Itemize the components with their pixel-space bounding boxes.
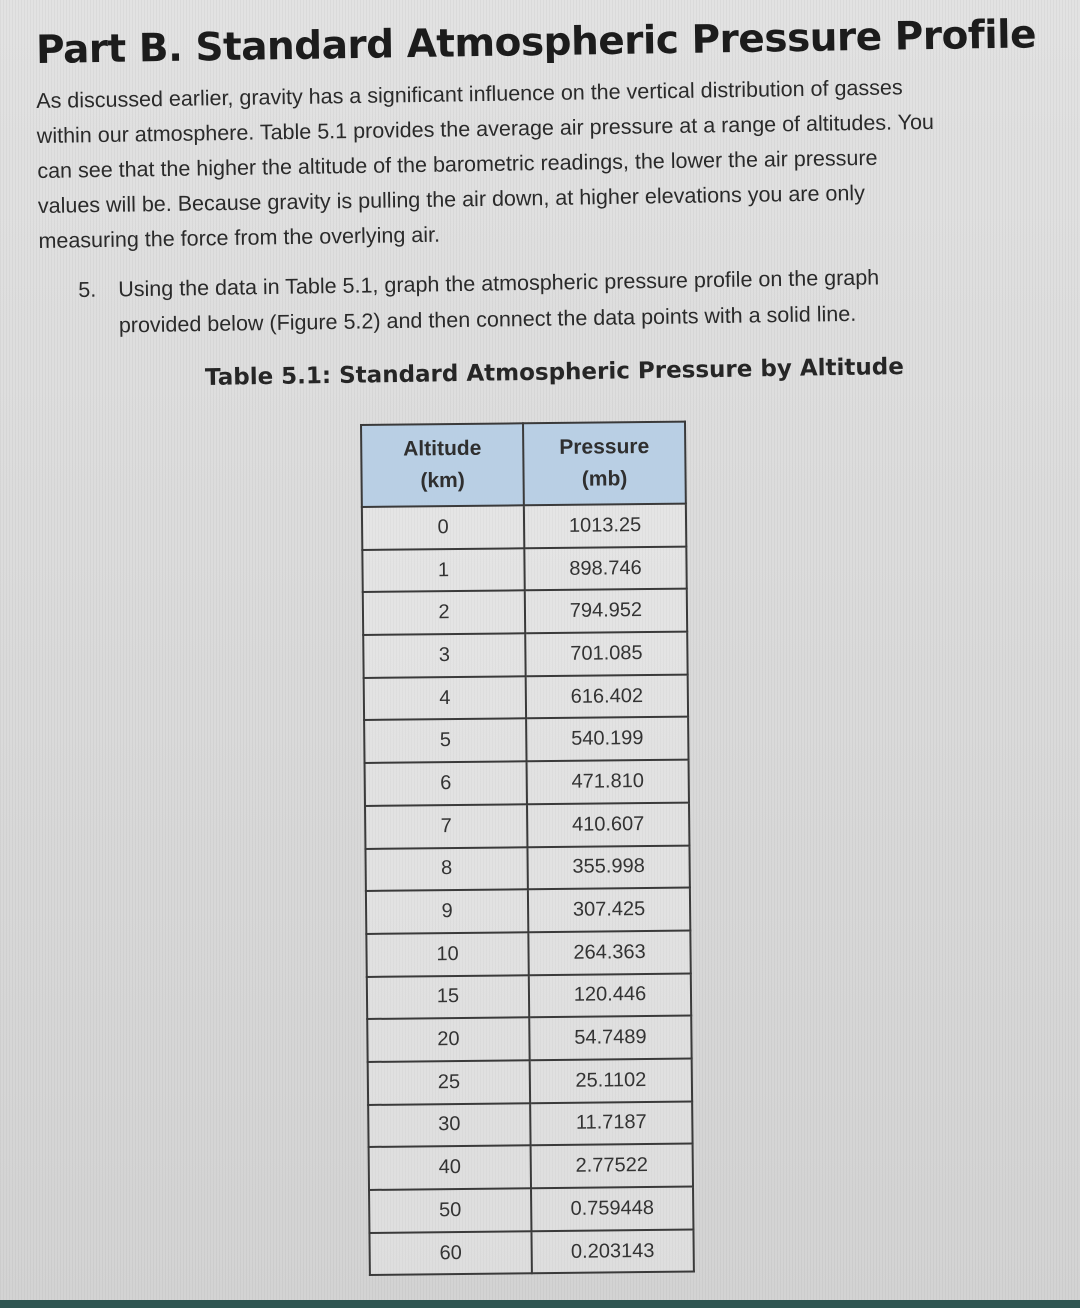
header-altitude bbox=[361, 423, 524, 507]
monitor-bezel bbox=[0, 1300, 1080, 1308]
altitude-cell: 4 bbox=[364, 676, 526, 720]
altitude-cell: 25 bbox=[368, 1060, 530, 1104]
intro-line: As discussed earlier, gravity has a significant influence on the vertical distribution of gasses bbox=[36, 75, 903, 113]
table-row bbox=[368, 1101, 692, 1147]
intro-line: values will be. Because gravity is pulling the air down, at higher elevations you are only bbox=[37, 180, 866, 218]
altitude-cell: 8 bbox=[365, 847, 527, 891]
pressure-table-container bbox=[360, 420, 705, 1276]
altitude-cell: 3 bbox=[363, 633, 525, 677]
table-row bbox=[366, 888, 690, 934]
altitude-cell: 10 bbox=[366, 932, 528, 976]
altitude-cell: 50 bbox=[369, 1188, 531, 1232]
intro-line: measuring the force from the overlying air. bbox=[38, 222, 441, 253]
intro-paragraph bbox=[36, 68, 1039, 259]
altitude-cell: 15 bbox=[367, 975, 529, 1019]
pressure-cell: 1013.25 bbox=[524, 504, 686, 548]
header-pressure bbox=[523, 422, 686, 506]
table-row bbox=[366, 930, 690, 976]
pressure-cell: 898.746 bbox=[524, 546, 686, 590]
altitude-cell: 5 bbox=[364, 719, 526, 763]
table-row bbox=[367, 973, 691, 1019]
pressure-cell: 25.1102 bbox=[530, 1058, 692, 1102]
question-number: 5. bbox=[78, 277, 97, 302]
table-row bbox=[369, 1144, 693, 1190]
table-row bbox=[363, 589, 687, 635]
intro-line: can see that the higher the altitude of the barometric readings, the lower the air pressure bbox=[37, 145, 878, 183]
altitude-cell: 40 bbox=[369, 1146, 531, 1190]
table-row bbox=[365, 760, 689, 806]
table-row bbox=[368, 1058, 692, 1104]
question-text: Using the data in Table 5.1, graph the atmospheric pressure profile on the graph bbox=[118, 265, 880, 302]
question-5 bbox=[78, 258, 979, 344]
page-title: Part B. Standard Atmospheric Pressure Profile bbox=[35, 12, 1037, 73]
header-altitude-label: Altitude bbox=[403, 436, 482, 461]
header-altitude-unit: (km) bbox=[420, 468, 465, 493]
pressure-cell: 540.199 bbox=[526, 717, 688, 761]
table-row bbox=[369, 1187, 693, 1233]
pressure-cell: 0.203143 bbox=[531, 1229, 693, 1273]
table-row bbox=[364, 717, 688, 763]
table-row bbox=[364, 674, 688, 720]
table-row bbox=[369, 1229, 693, 1275]
altitude-cell: 6 bbox=[365, 761, 527, 805]
altitude-cell: 1 bbox=[362, 548, 524, 592]
altitude-cell: 60 bbox=[369, 1231, 531, 1275]
pressure-cell: 616.402 bbox=[526, 674, 688, 718]
pressure-cell: 701.085 bbox=[525, 632, 687, 676]
altitude-cell: 0 bbox=[362, 505, 524, 549]
table-row bbox=[365, 802, 689, 848]
table-row bbox=[363, 632, 687, 678]
header-pressure-label: Pressure bbox=[559, 434, 650, 459]
table-row bbox=[367, 1016, 691, 1062]
pressure-cell: 11.7187 bbox=[530, 1101, 692, 1145]
altitude-cell: 9 bbox=[366, 889, 528, 933]
pressure-cell: 264.363 bbox=[528, 930, 690, 974]
intro-line: within our atmosphere. Table 5.1 provides the average air pressure at a range of altitudes. You bbox=[36, 109, 935, 148]
pressure-cell: 355.998 bbox=[527, 845, 689, 889]
pressure-cell: 794.952 bbox=[525, 589, 687, 633]
pressure-cell: 120.446 bbox=[529, 973, 691, 1017]
table-header-row bbox=[361, 422, 686, 507]
altitude-cell: 30 bbox=[368, 1103, 530, 1147]
pressure-table bbox=[360, 421, 695, 1277]
pressure-cell: 471.810 bbox=[527, 760, 689, 804]
table-row bbox=[365, 845, 689, 891]
altitude-cell: 7 bbox=[365, 804, 527, 848]
pressure-cell: 307.425 bbox=[528, 888, 690, 932]
header-pressure-unit: (mb) bbox=[581, 467, 628, 491]
table-caption: Table 5.1: Standard Atmospheric Pressure by Altitude bbox=[204, 354, 905, 391]
question-line: provided below (Figure 5.2) and then connect the data points with a solid line. bbox=[118, 301, 857, 338]
pressure-cell: 0.759448 bbox=[531, 1187, 693, 1231]
altitude-cell: 2 bbox=[363, 591, 525, 635]
pressure-cell: 410.607 bbox=[527, 802, 689, 846]
pressure-cell: 2.77522 bbox=[531, 1144, 693, 1188]
table-row bbox=[362, 504, 686, 550]
pressure-cell: 54.7489 bbox=[529, 1016, 691, 1060]
altitude-cell: 20 bbox=[367, 1018, 529, 1062]
table-row bbox=[362, 546, 686, 592]
